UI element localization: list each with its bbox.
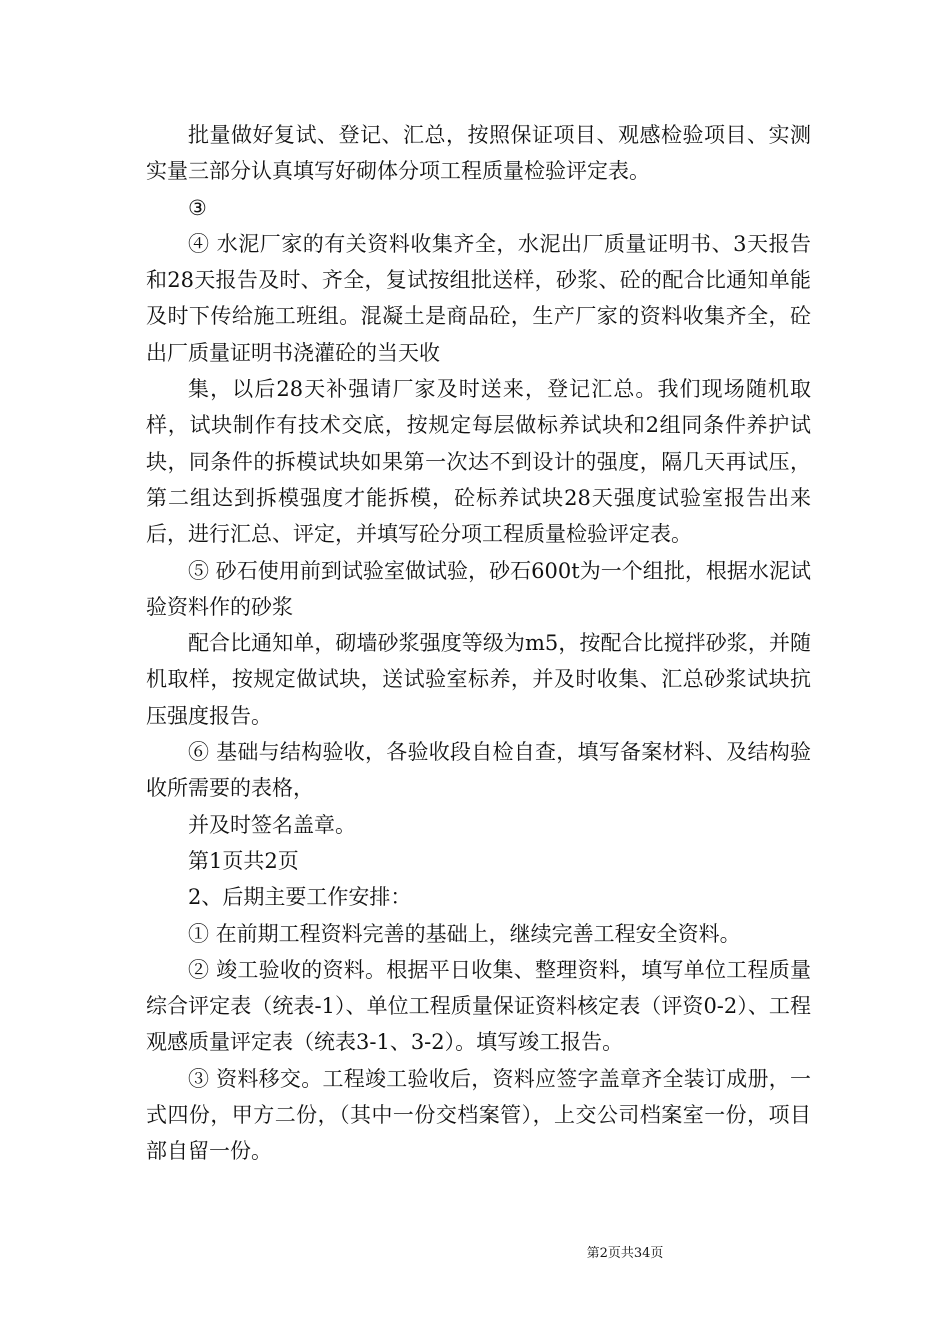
- paragraph-6: 配合比通知单，砌墙砂浆强度等级为m5，按配合比搅拌砂浆，并随机取样，按规定做试块，送试验室标养，并及时收集、汇总砂浆试块抗压强度报告。: [146, 631, 811, 728]
- section-heading: 2、后期主要工作安排：: [188, 885, 412, 910]
- inline-page-marker: 第1页共2页: [188, 848, 299, 873]
- paragraph-11: ② 竣工验收的资料。根据平日收集、整理资料，填写单位工程质量综合评定表（统表-1）、单位工程质量保证资料核定表（评资0-2）、工程观感质量评定表（统表3-1、3-2）。填写竣工报告。: [146, 957, 811, 1055]
- paragraph-4: 集，以后28天补强请厂家及时送来，登记汇总。我们现场随机取样，试块制作有技术交底，按规定每层做标养试块和2组同条件养护试块，同条件的拆模试块如果第一次达不到设计的强度，隔几天再试压，第二组达到拆模强度才能拆模，砼标养试块28天强度试验室报告出来后，进行汇总、评定，并填写砼分项工程质量检验评定表。: [146, 377, 811, 547]
- paragraph-3: ④ 水泥厂家的有关资料收集齐全，水泥出厂质量证明书、3天报告和28天报告及时、齐全，复试按组批送样，砂浆、砼的配合比通知单能及时下传给施工班组。混凝土是商品砼，生产厂家的资料收集齐全，砼出厂质量证明书浇灌砼的当天收: [146, 231, 811, 365]
- document-body: [146, 117, 811, 1170]
- paragraph-7: ⑥ 基础与结构验收，各验收段自检自查，填写备案材料、及结构验收所需要的表格，: [146, 740, 811, 801]
- paragraph-10: ① 在前期工程资料完善的基础上，继续完善工程安全资料。: [188, 921, 741, 946]
- paragraph-1: 批量做好复试、登记、汇总，按照保证项目、观感检验项目、实测实量三部分认真填写好砌体分项工程质量检验评定表。: [146, 123, 811, 184]
- paragraph-2: ③: [188, 195, 207, 220]
- paragraph-8: 并及时签名盖章。: [188, 812, 356, 837]
- page-footer: 第2页共34页: [586, 1246, 664, 1261]
- paragraph-12: ③ 资料移交。工程竣工验收后，资料应签字盖章齐全装订成册，一式四份，甲方二份，（其中一份交档案管），上交公司档案室一份，项目部自留一份。: [146, 1066, 811, 1164]
- paragraph-5: ⑤ 砂石使用前到试验室做试验，砂石600t为一个组批，根据水泥试验资料作的砂浆: [146, 558, 811, 619]
